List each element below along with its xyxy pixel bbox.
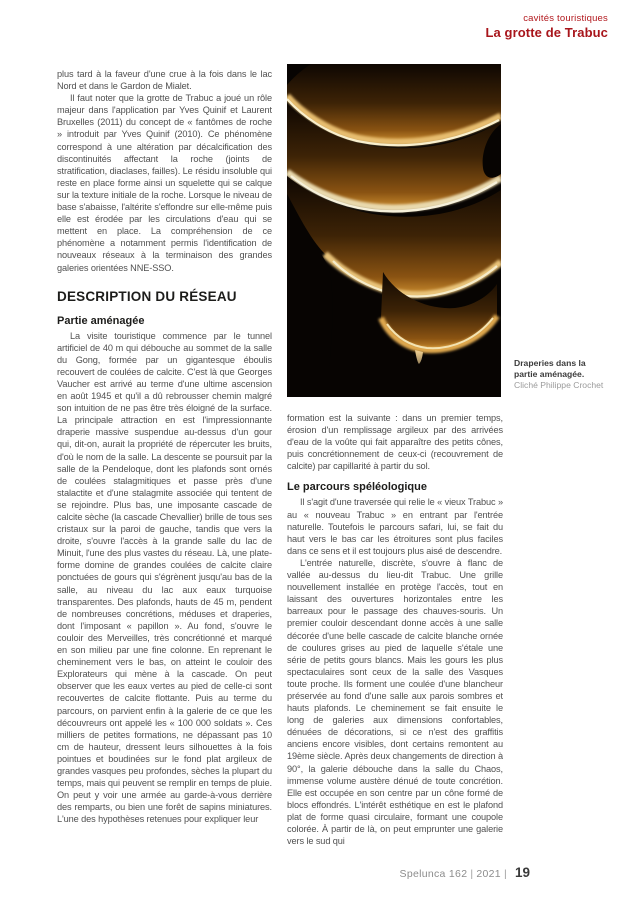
- journal-year: 2021: [476, 868, 501, 880]
- paragraph-intro-continuation: plus tard à la faveur d'une crue à la fois dans le lac Nord et dans le Gardon de Mialet.: [57, 69, 272, 92]
- subheading-partie-amenagee: Partie aménagée: [57, 314, 145, 327]
- page-footer: [400, 865, 530, 880]
- paragraph-fantomes-de-roche: Il faut noter que la grotte de Trabuc a joué un rôle majeur dans l'application par Yves Quinif et Laurent Bruxelles (2011) du concept de « fantômes de roche » introduit par Yves Quinif (2010). Ce phénomène correspond à une altération par décalcification des discontinuités affectant la roche (joints de stratification, diaclases, failles). Le résidu insoluble qui reste en place forme ainsi un squelette qui se calque sur la texture initiale de la roche. Lorsque le niveau de base s'abaisse, l'altérite s'effondre sur elle-même puis elle est érodée par les circulations d'eau qui se mettent en place. La compréhension de ce phénomène a notamment permis l'identification de nouveaux réseaux à la terminaison des grandes galeries orientées NNE-SSO.: [57, 93, 272, 273]
- paragraph-traversee: Il s'agit d'une traversée qui relie le « vieux Trabuc » au « nouveau Trabuc » en entrant par l'entrée naturelle. Toutefois le parcours safari, lui, se fait du haut vers le bas car les étroitures sont plus faciles dans ce sens et il est toujours plus aisé de descendre.: [287, 497, 503, 556]
- page-header: [485, 13, 608, 41]
- page-number: 19: [514, 865, 530, 880]
- paragraph-formation-continuation: formation est la suivante : dans un premier temps, érosion d'un remplissage argileux par des arrivées d'eau de la voûte qui fait apparaître des petits cônes, puis concrétionnement de ceux-ci (recouvrement de calcite) par capillarité à partir du sol.: [287, 413, 503, 472]
- figure-draperies: [287, 64, 501, 397]
- subheading-parcours-speleologique: Le parcours spéléologique: [287, 481, 427, 494]
- article-title: La grotte de Trabuc: [485, 24, 608, 40]
- right-column: [287, 412, 503, 856]
- caption-credit: Cliché Philippe Crochet: [514, 380, 604, 391]
- footer-separator: |: [503, 868, 507, 880]
- cave-drapery-photo: [287, 64, 501, 397]
- journal-issue: Spelunca 162: [399, 868, 468, 880]
- section-kicker: cavités touristiques: [523, 13, 608, 24]
- paragraph-entree-naturelle: L'entrée naturelle, discrète, s'ouvre à flanc de vallée au-dessus du lieu-dit Trabuc. Une grille nouvellement installée en protège l'accès, tout en laissant des ouvertures horizontales entre les barreaux pour le passage des chauves-souris. Un premier couloir descendant donne accès à une salle décorée d'une belle cascade de calcite blanche ornée de coulures grises au pied de laquelle s'étale une série de petits gours blancs. Mais les gours les plus spectaculaires sont ceux de la salle des Vasques toute proche. Ils forment une coulée d'une blancheur préservée au fond d'une salle aux parois sombres et hauts plafonds. Le cheminement se fait ensuite le long de galeries aux dimensions confortables, dénuées de décorations, si ce n'est des graffitis anciens encore visibles, dont certains remontent au 19ème siècle. Après deux changements de direction à 90°, la galerie débouche dans la salle du Chaos, immense volume austère dénué de toute concrétion. Elle est occupée en son centre par un cône formé de blocs effondrés. L'intérêt esthétique en est le plafond plat de forme quasi circulaire, formant une coupole colorée. À partir de là, on peut emprunter une galerie vers le sud qui: [287, 557, 503, 847]
- caption-text: Draperies dans la partie aménagée.: [514, 358, 586, 379]
- footer-separator: |: [470, 868, 474, 880]
- left-column: [57, 68, 272, 886]
- paragraph-visite-touristique: La visite touristique commence par le tunnel artificiel de 40 m qui débouche au sommet de la salle du Gong, formée par un gigantesque éboulis recouvert de coulées de calcite. C'est là que Georges Vaucher est arrivé au terme d'une ultime ascension en août 1945 et qu'il a dû rebrousser chemin malgré son intuition de ne pas être très éloigné de la surface. La principale attraction en est l'impressionnante draperie massive suspendue au-dessus d'un gour qui, dit-on, aurait la propriété de répercuter les bruits, d'où le nom de la salle. La descente se poursuit par la salle de la Pendeloque, dont les plafonds sont ornés de coulées stalagmitiques et passe près d'une stalactite et d'une stalagmite associée qui tentent de se rejoindre. Plus bas, une imposante cascade de calcite sèche (la cascade Chevallier) brille de tous ses cristaux sur la paroi de gauche, tandis que vers la droite, s'ouvre l'accès à la grande salle du lac de Minuit, l'une des plus vastes du réseau. Là, une plate-forme domine de grandes coulées de calcite claire ponctuées de gours qui s'égrènent jusqu'au bas de la salle, au niveau du lac aux eaux turquoise transparentes. Des plafonds, hauts de 45 m, pendent de nombreuses concrétions, méduses et draperies, dont l'imposant « papillon ». Au fond, s'ouvre le couloir des Merveilles, très concrétionné et marqué en son milieu par une fine colonne. En reprenant le cheminement vers le bas, on atteint le couloir des Explorateurs qui mène à la cascade. On peut observer que les eaux vertes au pied de celle-ci sont recouvertes de calcite flottante. Puis au terme du parcours, on parvient enfin à la galerie de ce que les découvreurs ont appelé les « 100 000 soldats ». Ces milliers de petites formations, ne dépassant pas 10 cm de hauteur, dressent leurs silhouettes à la fois pointues et boudinées sur le fond plat argileux de grandes vasques peu profondes, sèches la plupart du temps, mais qui peuvent se remplir en temps de pluie. On peut y voir une armée au garde-à-vous derrière des remparts, ou bien une forêt de sapins miniatures. L'une des hypothèses retenues pour expliquer leur: [57, 330, 272, 825]
- section-heading: DESCRIPTION DU RÉSEAU: [57, 288, 237, 304]
- figure-caption: [514, 358, 609, 391]
